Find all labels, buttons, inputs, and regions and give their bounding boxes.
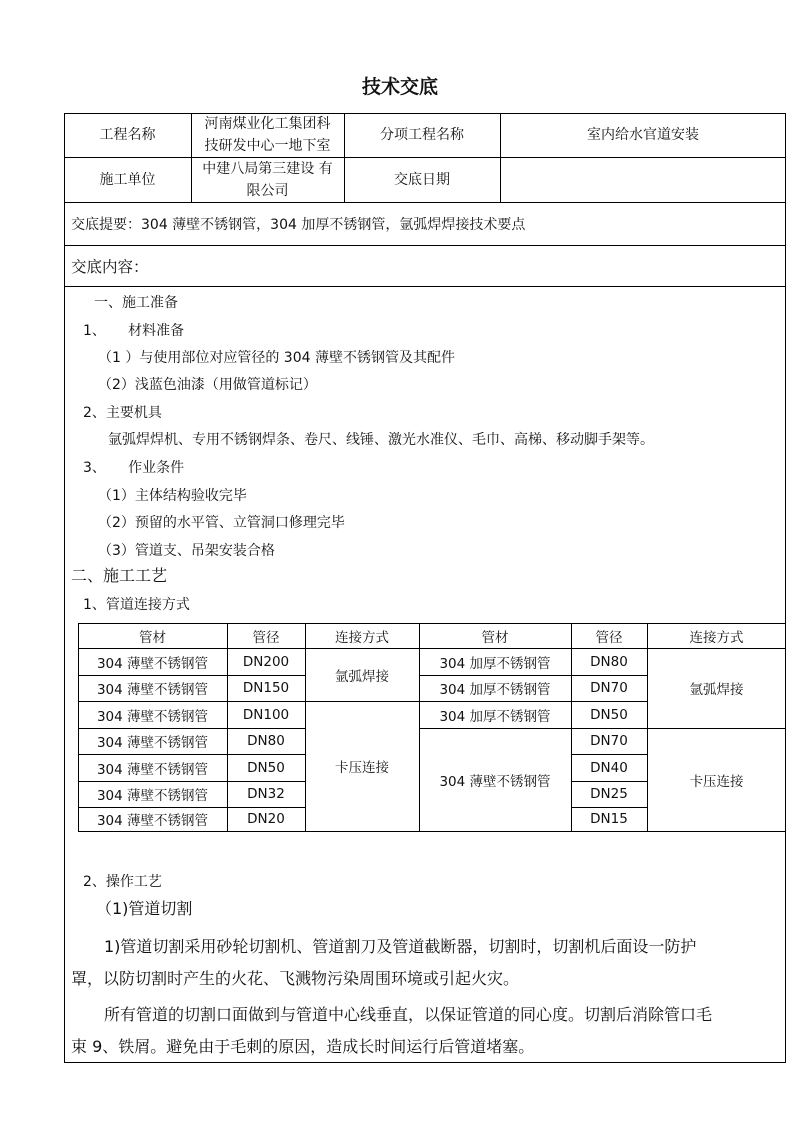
paragraph-2-line-1: 所有管道的切割口面做到与管道中心线垂直，以保证管道的同心度。切割后消除管口毛: [104, 1005, 713, 1024]
right-size-cell: DN50: [590, 706, 628, 723]
left-size-cell: DN20: [247, 811, 285, 827]
header-material-left: 管材: [139, 629, 166, 646]
left-size-cell: DN32: [247, 786, 285, 802]
project-name-value: [191, 113, 344, 157]
project-name-line-1: 河南煤业化工集团科: [204, 116, 331, 132]
section-1-1-a: （1 ）与使用部位对应管径的 304 薄壁不锈钢管及其配件: [98, 350, 455, 366]
left-size-cell: DN150: [242, 680, 290, 696]
right-size-cell: DN40: [590, 759, 628, 776]
section-2-title: 二、施工工艺: [71, 566, 168, 585]
section-2-1: 1、管道连接方式: [83, 597, 190, 613]
header-method-right: 连接方式: [689, 629, 744, 646]
sub-project-label: 分项工程名称: [380, 127, 464, 143]
left-material-cell: 304 薄壁不锈钢管: [96, 655, 209, 672]
section-1-3-c: （3）管道支、吊架安装合格: [98, 543, 275, 559]
left-material-cell: 304 薄壁不锈钢管: [96, 735, 209, 751]
right-material-cell: 304 加厚不锈钢管: [439, 682, 551, 698]
section-2-2-a: （1)管道切割: [96, 899, 193, 918]
section-1-3-a: （1）主体结构验收完毕: [98, 488, 247, 504]
project-name-line-2: 技研发中心一地下室: [204, 138, 331, 154]
company-label: 施工单位: [99, 171, 156, 188]
company-value: [191, 157, 344, 202]
date-label: 交底日期: [394, 171, 450, 188]
left-material-cell: 304 薄壁不锈钢管: [96, 682, 209, 698]
right-method-argon: 氩弧焊接: [689, 682, 744, 698]
project-name-label: 工程名称: [99, 127, 156, 143]
right-size-cell: DN70: [590, 733, 628, 749]
section-2-2: 2、操作工艺: [83, 874, 162, 890]
content-label: 交底内容：: [71, 258, 149, 276]
date-value: [500, 157, 786, 202]
left-size-cell: DN100: [242, 706, 290, 723]
divider: [64, 245, 786, 246]
section-1-1-b: （2）浅蓝色油漆（用做管道标记）: [98, 377, 317, 393]
right-material-cell: 304 加厚不锈钢管: [439, 708, 551, 725]
left-material-cell: 304 薄壁不锈钢管: [96, 761, 209, 778]
divider: [64, 202, 786, 203]
left-material-cell: 304 薄壁不锈钢管: [96, 788, 209, 804]
section-1-3: 3、 作业条件: [83, 460, 185, 476]
header-method-left: 连接方式: [335, 629, 389, 646]
left-method-argon: 氩弧焊接: [335, 668, 389, 685]
company-line-2: 限公司: [246, 182, 289, 199]
header-size-left: 管径: [252, 629, 280, 646]
right-method-press: 卡压连接: [689, 773, 744, 790]
left-size-cell: DN50: [247, 759, 285, 776]
right-size-cell: DN15: [590, 811, 628, 827]
header-material-right: 管材: [481, 629, 509, 646]
left-material-cell: 304 薄壁不锈钢管: [96, 708, 209, 725]
section-1-1: 1、 材料准备: [83, 323, 185, 339]
paragraph-1-line-2: 罩，以防切割时产生的火花、飞溅物污染周围环境或引起火灾。: [71, 969, 520, 988]
divider: [78, 831, 786, 832]
right-material-thin: 304 薄壁不锈钢管: [439, 773, 551, 790]
section-1-2-text: 氩弧焊焊机、专用不锈钢焊条、卷尺、线锤、激光水准仪、毛巾、高梯、移动脚手架等。: [108, 432, 654, 448]
left-material-cell: 304 薄壁不锈钢管: [96, 813, 209, 829]
paragraph-2-line-2: 束 9、铁屑。避免由于毛刺的原因，造成长时间运行后管道堵塞。: [71, 1037, 535, 1056]
company-line-1: 中建八局第三建设 有: [202, 160, 333, 177]
left-size-cell: DN200: [242, 653, 290, 670]
header-size-right: 管径: [595, 629, 623, 646]
sub-project-value: 室内给水官道安装: [587, 127, 699, 143]
paragraph-1-line-1: 1)管道切割采用砂轮切割机、管道割刀及管道截断器，切割时，切割机后面设一防护: [104, 937, 697, 956]
section-1-2: 2、主要机具: [83, 405, 162, 421]
left-method-press: 卡压连接: [335, 760, 389, 776]
right-size-cell: DN80: [590, 653, 628, 670]
right-material-cell: 304 加厚不锈钢管: [439, 655, 551, 672]
left-size-cell: DN80: [247, 733, 285, 749]
section-1-title: 一、施工准备: [94, 295, 178, 311]
document-frame: [64, 113, 786, 1063]
document-title: 技术交底: [361, 76, 438, 98]
section-1-3-b: （2）预留的水平管、立管洞口修理完毕: [98, 515, 345, 531]
summary-text: 交底提要：304 薄壁不锈钢管，304 加厚不锈钢管，氩弧焊焊接技术要点: [71, 217, 526, 233]
right-size-cell: DN70: [590, 680, 628, 696]
divider: [64, 286, 786, 287]
right-size-cell: DN25: [590, 786, 628, 802]
